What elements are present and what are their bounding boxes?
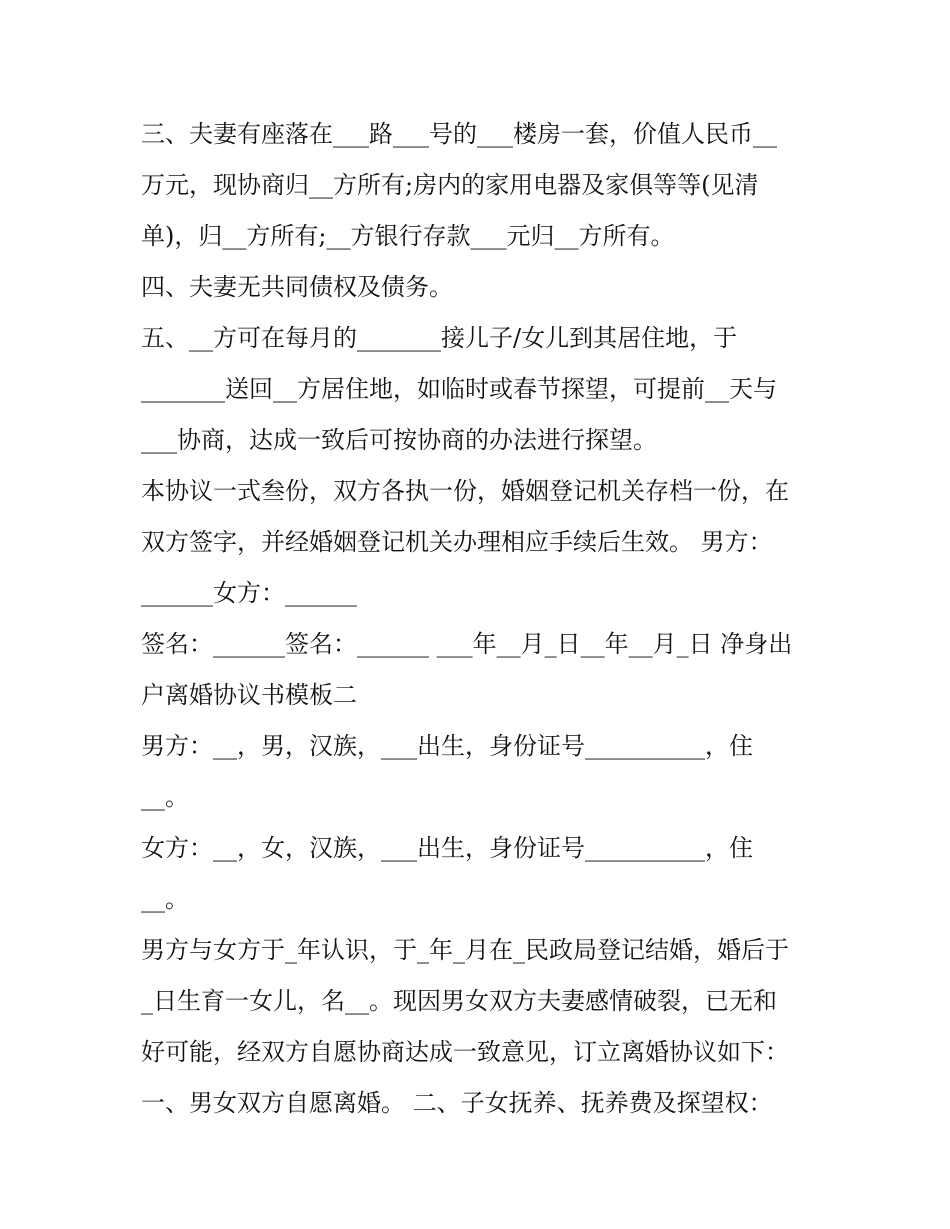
text-line: __。 xyxy=(141,783,189,811)
text-line: __。 xyxy=(141,885,189,913)
section-title-line: 户离婚协议书模板二 xyxy=(141,681,357,709)
text-line: 男方与女方于_年认识，于_年_月在_民政局登记结婚，婚后于 xyxy=(141,936,789,964)
document-body xyxy=(141,109,821,1129)
text-line: 男方：__，男，汉族，___出生，身份证号__________，住 xyxy=(141,732,753,760)
text-line: ______女方：______ xyxy=(141,579,357,607)
text-line: 女方：__，女，汉族，___出生，身份证号__________，住 xyxy=(141,834,753,862)
text-line: _______送回__方居住地，如临时或春节探望，可提前__天与 xyxy=(141,375,777,403)
text-line: 好可能，经双方自愿协商达成一致意见，订立离婚协议如下： xyxy=(141,1038,789,1066)
text-line: 一、男女双方自愿离婚。 二、子女抚养、抚养费及探望权： xyxy=(141,1089,773,1117)
text-line: 五、__方可在每月的_______接儿子/女儿到其居住地，于 xyxy=(141,324,738,352)
text-line: 本协议一式叁份，双方各执一份，婚姻登记机关存档一份，在 xyxy=(141,477,789,505)
text-line: 四、夫妻无共同债权及债务。 xyxy=(141,273,453,301)
text-line: 三、夫妻有座落在___路___号的___楼房一套，价值人民币__ xyxy=(141,120,777,148)
text-line: ___协商，达成一致后可按协商的办法进行探望。 xyxy=(141,426,657,454)
text-line: _日生育一女儿，名__。现因男女双方夫妻感情破裂，已无和 xyxy=(141,987,777,1015)
text-line: 单)，归__方所有;__方银行存款___元归__方所有。 xyxy=(141,222,675,250)
text-line: 万元，现协商归__方所有;房内的家用电器及家俱等等(见清 xyxy=(141,171,759,199)
text-line: 双方签字，并经婚姻登记机关办理相应手续后生效。 男方： xyxy=(141,528,773,556)
text-line: 签名：______签名：______ ___年__月_日__年__月_日 净身出 xyxy=(141,630,793,658)
